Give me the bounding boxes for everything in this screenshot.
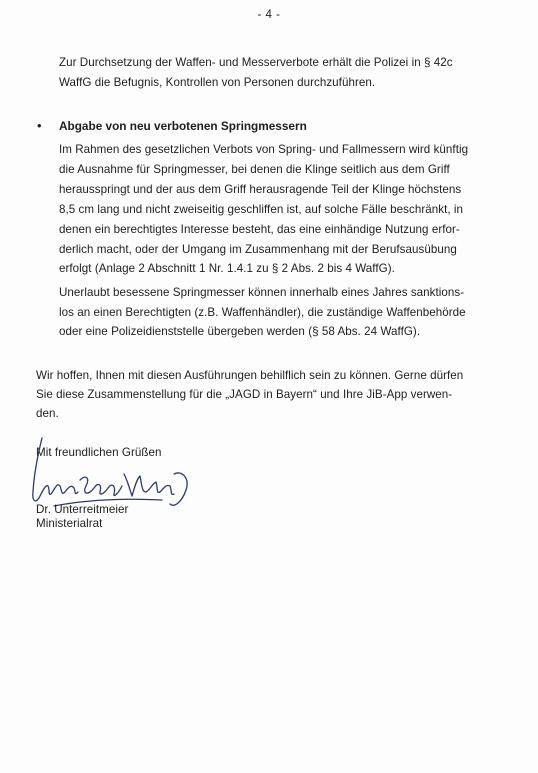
greeting: Mit freundlichen Grüßen <box>36 446 162 459</box>
page-number: - 4 - <box>257 9 281 21</box>
signatory-title: Ministerialrat <box>36 517 103 530</box>
paragraph-line: erfolgt (Anlage 2 Abschnitt 1 Nr. 1.4.1 zu § 2 Abs. 2 bis 4 WaffG). <box>59 262 395 275</box>
closing-line: Sie diese Zusammenstellung für die „JAGD in Bayern“ und Ihre JiB-App verwen- <box>36 388 453 401</box>
paragraph-line: derlich macht, oder der Umgang im Zusammenhang mit der Berufsausübung <box>59 243 457 256</box>
bullet-point: • <box>37 118 42 133</box>
intro-line: Zur Durchsetzung der Waffen- und Messerverbote erhält die Polizei in § 42c <box>59 56 453 69</box>
intro-line: WaffG die Befugnis, Kontrollen von Personen durchzuführen. <box>59 76 376 89</box>
paragraph-line: die Ausnahme für Springmesser, bei denen die Klinge seitlich aus dem Griff <box>59 163 450 176</box>
closing-line: den. <box>36 407 59 420</box>
signatory-name: Dr. Unterreitmeier <box>36 503 129 516</box>
closing-line: Wir hoffen, Ihnen mit diesen Ausführungen behilflich sein zu können. Gerne dürfen <box>36 369 464 382</box>
paragraph-line: oder eine Polizeidienststelle übergeben werden (§ 58 Abs. 24 WaffG). <box>59 325 421 338</box>
paragraph-line: 8,5 cm lang und nicht zweiseitig geschliffen ist, auf solche Fälle beschränkt, in <box>59 203 464 216</box>
paragraph-line: Unerlaubt besessene Springmesser können innerhalb eines Jahres sanktions- <box>59 286 465 299</box>
paragraph-line: los an einen Berechtigten (z.B. Waffenhändler), die zuständige Waffenbehörde <box>59 306 466 319</box>
section-heading: Abgabe von neu verbotenen Springmessern <box>59 119 307 133</box>
paragraph-line: Im Rahmen des gesetzlichen Verbots von Spring- und Fallmessern wird künftig <box>59 143 469 156</box>
paragraph-line: denen ein berechtigtes Interesse besteht, das eine einhändige Nutzung erfor- <box>59 223 460 236</box>
paragraph-line: herausspringt und der aus dem Griff herausragende Teil der Klinge höchstens <box>59 183 462 196</box>
